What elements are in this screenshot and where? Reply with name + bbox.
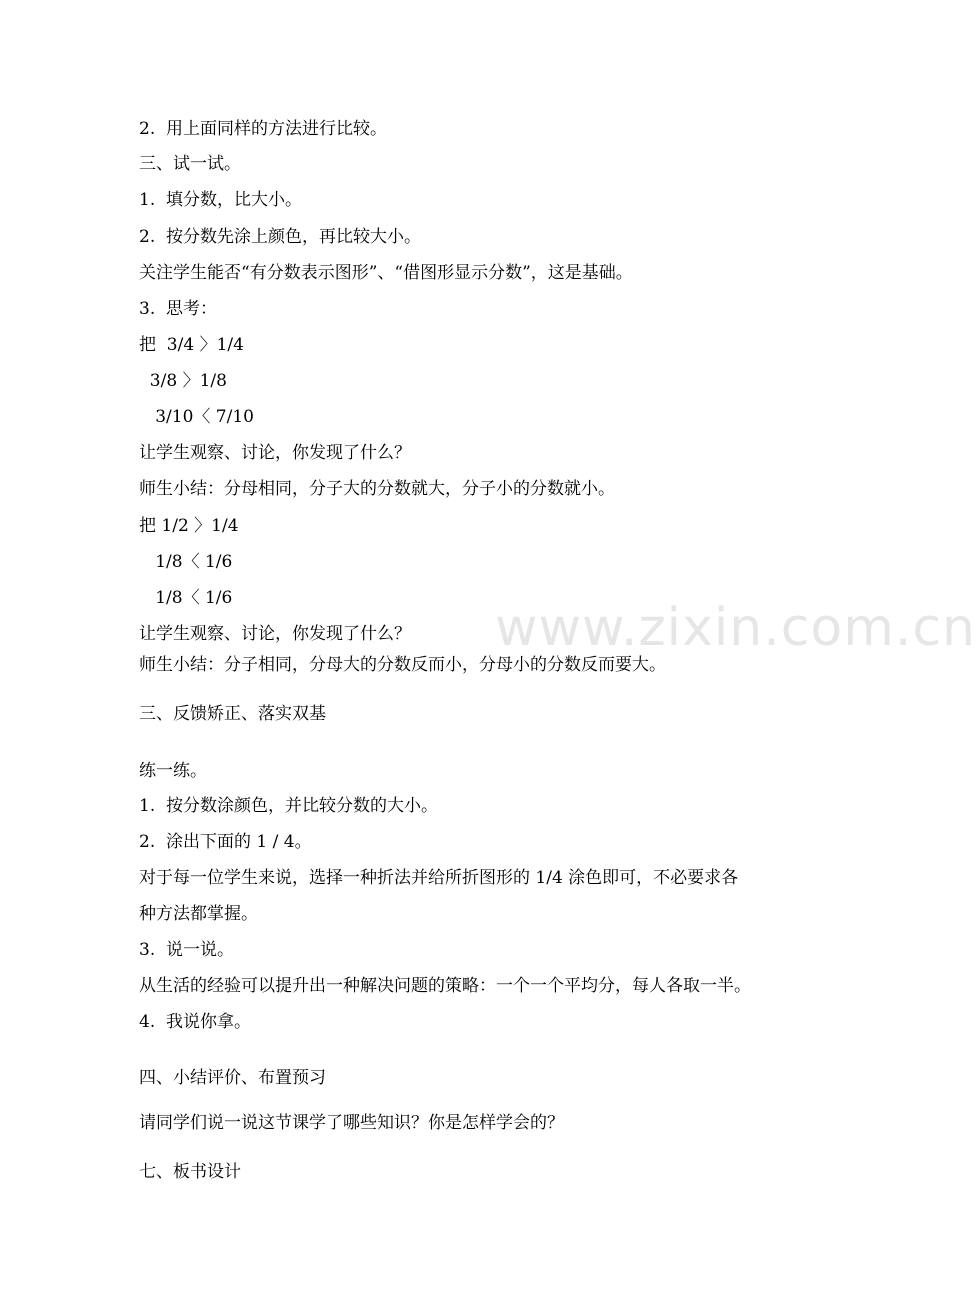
text-line: 请同学们说一说这节课学了哪些知识？你是怎样学会的？ <box>139 1113 564 1133</box>
text-line: 四、小结评价、布置预习 <box>139 1068 326 1088</box>
text-line: 师生小结：分母相同，分子大的分数就大，分子小的分数就小。 <box>139 479 615 499</box>
text-line: 3/10〈 7/10 <box>139 407 254 427</box>
text-line: 2. 涂出下面的 1 / 4。 <box>139 832 312 852</box>
text-line: 对于每一位学生来说，选择一种折法并给所折图形的 1/4 涂色即可，不必要求各 <box>139 868 739 888</box>
text-line: 练一练。 <box>139 761 207 781</box>
text-line: 2. 用上面同样的方法进行比较。 <box>139 119 388 139</box>
text-line: 3. 说一说。 <box>139 940 235 960</box>
text-line: 1. 按分数涂颜色，并比较分数的大小。 <box>139 796 439 816</box>
text-line: 三、试一试。 <box>139 154 241 174</box>
text-line: 七、板书设计 <box>139 1162 241 1182</box>
text-line: 1. 填分数，比大小。 <box>139 190 303 210</box>
text-line: 4. 我说你拿。 <box>139 1012 252 1032</box>
text-line: 从生活的经验可以提升出一种解决问题的策略：一个一个平均分，每人各取一半。 <box>139 976 751 996</box>
text-line: 师生小结：分子相同，分母大的分数反而小，分母小的分数反而要大。 <box>139 655 666 675</box>
text-line: 三、反馈矫正、落实双基 <box>139 704 326 724</box>
text-line: 让学生观察、讨论，你发现了什么？ <box>139 624 411 644</box>
text-line: 1/8〈 1/6 <box>139 552 233 572</box>
text-line: 3/8 〉1/8 <box>139 371 227 391</box>
watermark: www.zixin.com.cn <box>495 598 976 658</box>
text-line: 2. 按分数先涂上颜色，再比较大小。 <box>139 227 422 247</box>
text-line: 3. 思考： <box>139 299 218 319</box>
text-line: 种方法都掌握。 <box>139 904 258 924</box>
text-line: 把 1/2 〉1/4 <box>139 516 239 536</box>
text-line: 让学生观察、讨论，你发现了什么？ <box>139 443 411 463</box>
text-line: 关注学生能否“有分数表示图形”、“借图形显示分数”，这是基础。 <box>139 263 633 283</box>
text-line: 1/8〈 1/6 <box>139 588 233 608</box>
text-line: 把 3/4 〉1/4 <box>139 335 244 355</box>
